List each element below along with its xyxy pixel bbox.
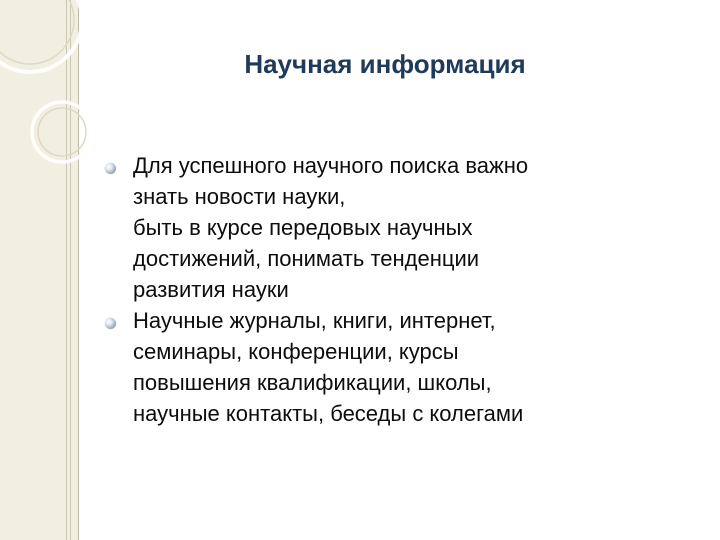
bullet-item — [105, 305, 705, 429]
bullet-item — [105, 150, 705, 305]
bullet-text-line: быть в курсе передовых научных — [133, 215, 473, 240]
bullet-text-line: Для успешного научного поиска важно — [133, 153, 529, 178]
bullet-text-line: знать новости науки, — [133, 184, 346, 209]
bullet-list — [105, 150, 705, 429]
bullet-text-line: научные контакты, беседы с колегами — [133, 401, 524, 426]
decor-ring-large — [0, 0, 82, 72]
bullet-icon — [105, 163, 116, 174]
bullet-text-line: достижений, понимать тенденции — [133, 246, 480, 271]
decor-ring-small-inner — [38, 108, 86, 156]
bullet-text-line: развития науки — [133, 277, 289, 302]
bullet-text-line: семинары, конференции, курсы — [133, 339, 459, 364]
decor-ring-small — [32, 102, 92, 162]
bullet-text-line: Научные журналы, книги, интернет, — [133, 308, 496, 333]
bullet-text-line: повышения квалификации, школы, — [133, 370, 492, 395]
slide-title: Научная информация — [244, 49, 526, 79]
bullet-icon — [105, 318, 116, 329]
decor-ring-large-inner — [0, 0, 74, 64]
